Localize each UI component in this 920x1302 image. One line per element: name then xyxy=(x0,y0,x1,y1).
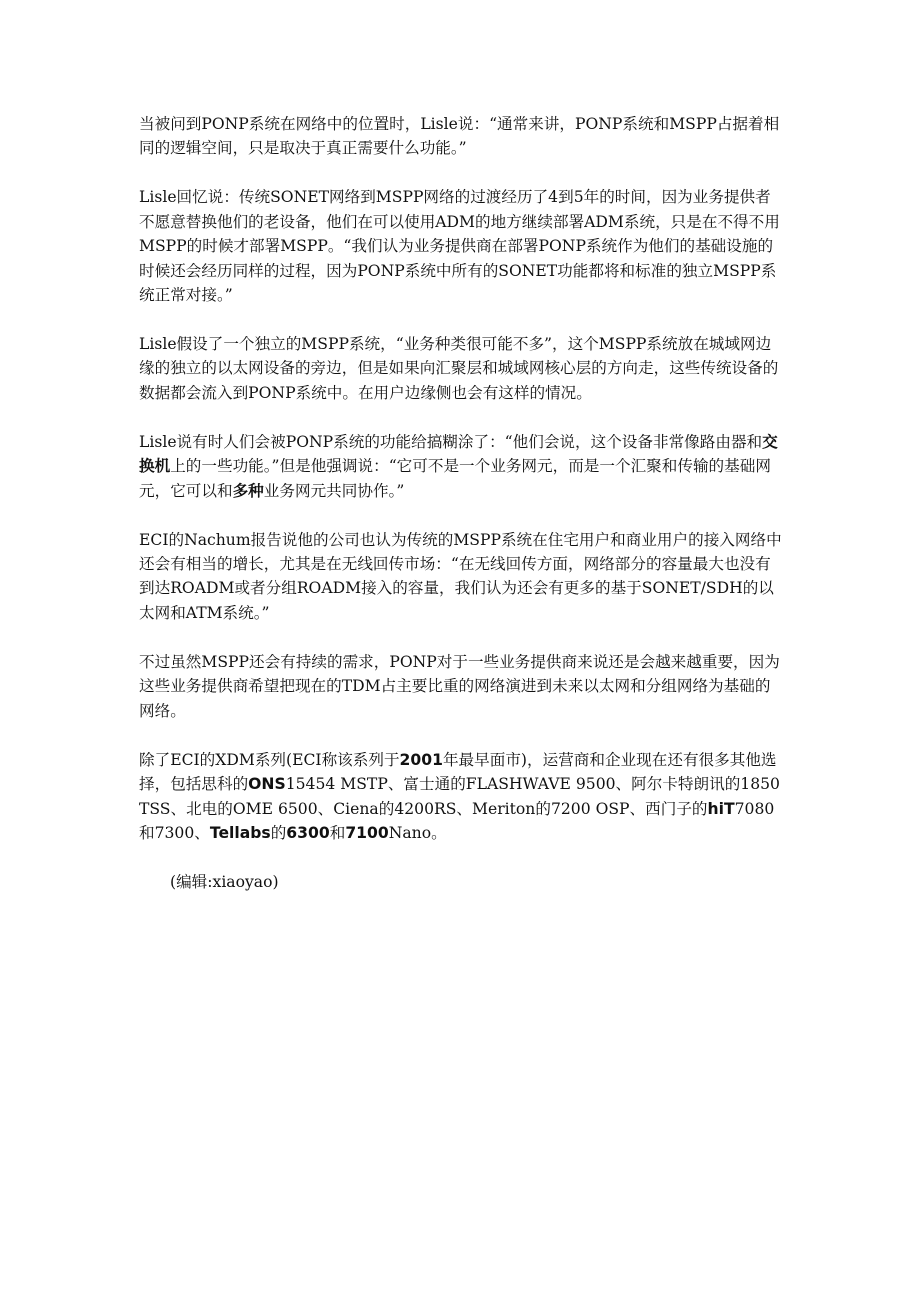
paragraph-text: ECI的Nachum报告说他的公司也认为传统的MSPP系统在住宅用户和商业用户的接入网络中还会有相当的增长，尤其是在无线回传市场：“在无线回传方面，网络部分的容量最大也没有到达ROADM或者分组ROADM接入的容量，我们认为还会有更多的基于SONET/SDH的以太网和ATM系统。” xyxy=(139,530,782,622)
paragraph-text: Nano。 xyxy=(388,823,447,842)
bold-term-hit: hiT xyxy=(707,799,735,818)
bold-term-ons: ONS xyxy=(248,775,286,794)
bold-term-7100: 7100 xyxy=(345,823,389,842)
bold-term-6300: 6300 xyxy=(286,823,330,842)
editor-note: (编辑:xiaoyao) xyxy=(170,872,279,891)
paragraph-text: 年最早面市)，运营商和企业现在还有很多其他选择，包括思科的 xyxy=(139,750,777,794)
paragraph-text: 上的一些功能。”但是他强调说：“它可不是一个业务网元，而是一个汇聚和传输的基础网元，它可以和 xyxy=(139,457,771,500)
article-body xyxy=(139,112,784,894)
paragraph-ponp-position xyxy=(139,112,784,161)
bold-term-tellabs: Tellabs xyxy=(209,823,271,842)
paragraph-text: Lisle回忆说：传统SONET网络到MSPP网络的过渡经历了4到5年的时间，因为业务提供者不愿意替换他们的老设备，他们在可以使用ADM的地方继续部署ADM系统，只是在不得不用MSPP的时候才部署MSPP。“我们认为业务提供商在部署PONP系统作为他们的基础设施的时候还会经历同样的过程，因为PONP系统中所有的SONET功能都将和标准的独立MSPP系统正常对接。” xyxy=(139,188,780,305)
paragraph-text: 除了ECI的XDM系列(ECI称该系列于 xyxy=(139,750,400,769)
paragraph-text: 和 xyxy=(329,823,346,842)
paragraph-standalone-mspp xyxy=(139,332,784,405)
paragraph-mspp-demand xyxy=(139,650,784,723)
paragraph-text: 7080和7300、 xyxy=(139,799,775,842)
paragraph-text: 不过虽然MSPP还会有持续的需求，PONP对于一些业务提供商来说还是会越来越重要，因为这些业务提供商希望把现在的TDM占主要比重的网络演进到未来以太网和分组网络为基础的网络。 xyxy=(139,652,780,720)
paragraph-text: 15454 MSTP、富士通的FLASHWAVE 9500、阿尔卡特朗讯的1850 TSS、北电的OME 6500、Ciena的4200RS、Meriton的7200 OSP、西门子的 xyxy=(139,775,780,818)
paragraph-eci-nachum xyxy=(139,528,784,626)
paragraph-text: Lisle说有时人们会被PONP系统的功能给搞糊涂了：“他们会说，这个设备非常像路由器和 xyxy=(139,432,763,451)
paragraph-text: Lisle假设了一个独立的MSPP系统，“业务种类很可能不多”，这个MSPP系统放在城域网边缘的独立的以太网设备的旁边，但是如果向汇聚层和城域网核心层的方向走，这些传统设备的数据都会流入到PONP系统中。在用户边缘侧也会有这样的情况。 xyxy=(139,335,779,402)
bold-term-switch: 交换机 xyxy=(139,432,778,476)
paragraph-sonet-transition xyxy=(139,185,784,307)
paragraph-ponp-confusion xyxy=(139,430,784,503)
paragraph-vendor-list xyxy=(139,748,784,846)
paragraph-text: 业务网元共同协作。” xyxy=(263,481,405,500)
bold-term-multiple: 多种 xyxy=(232,481,264,500)
bold-term-year: 2001 xyxy=(399,750,443,769)
paragraph-text: 的 xyxy=(270,823,287,842)
paragraph-text: 当被问到PONP系统在网络中的位置时，Lisle说：“通常来讲，PONP系统和MSPP占据着相同的逻辑空间，只是取决于真正需要什么功能。” xyxy=(139,115,780,158)
